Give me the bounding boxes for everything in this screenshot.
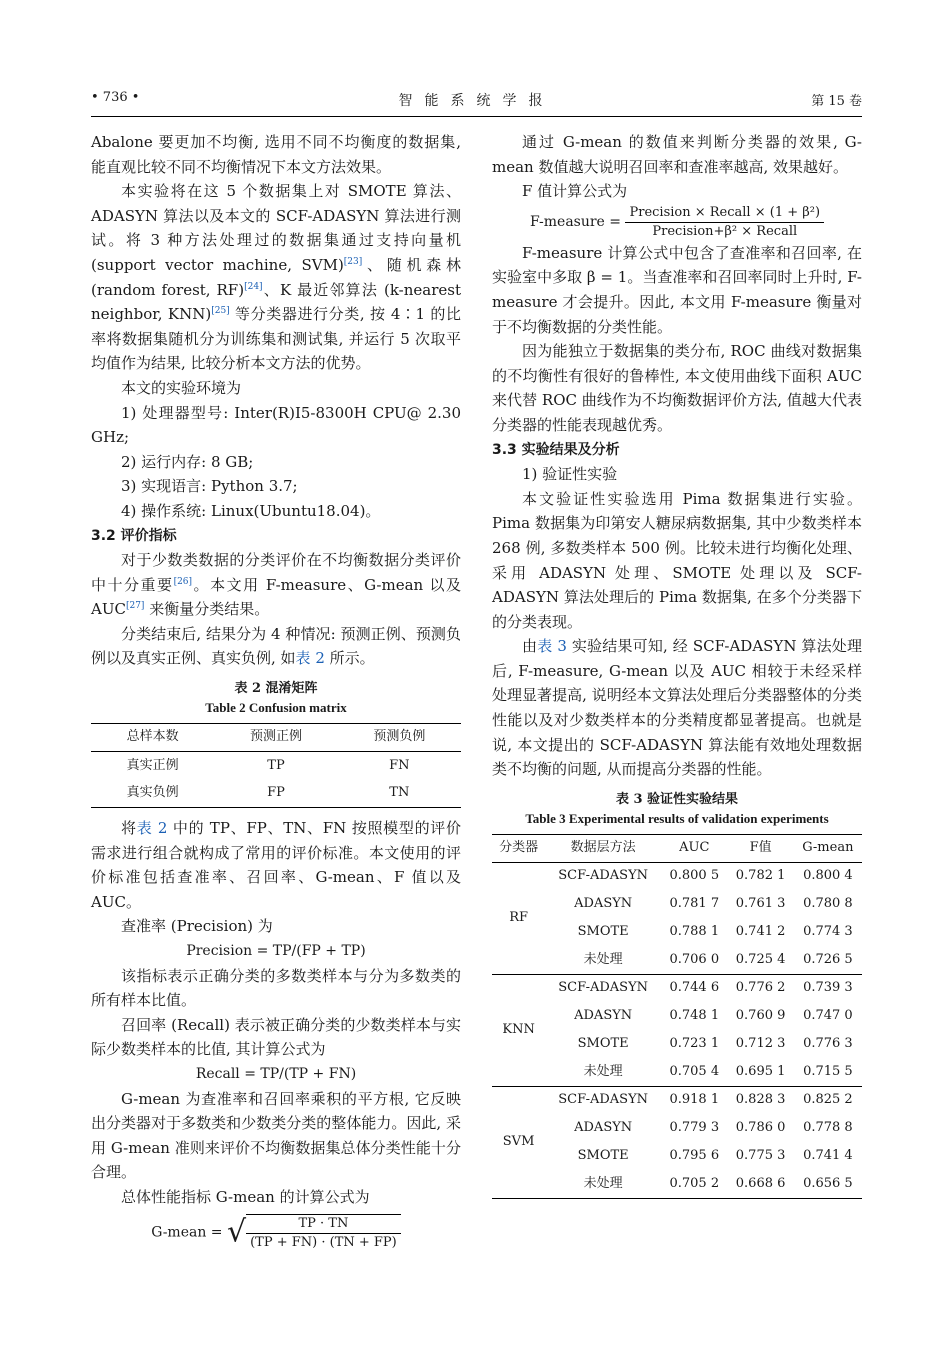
table-row	[492, 1058, 862, 1086]
classifier-cell: RF	[509, 910, 528, 926]
value-cell: 0.739 3	[803, 980, 853, 996]
method-cell: 未处理	[583, 1063, 623, 1079]
paragraph: 分类结束后, 结果分为 4 种情况: 预测正例、预测负例以及真实正例、真实负例, 如表 2 所示。	[91, 624, 461, 668]
paragraph: F-measure 计算公式中包含了查准率和召回率, 在实验室中多取 β = 1。当查准率和召回率同时上升时, F-measure 才会提升。因此, 本文用 F-measure 衡量对于不均衡数据的分类性能。	[492, 243, 862, 336]
citation-link[interactable]: [25]	[211, 306, 230, 317]
value-cell: 0.741 4	[803, 1148, 853, 1164]
table-header-row	[492, 834, 862, 862]
left-column	[91, 130, 461, 1252]
table-ref-link[interactable]: 表 2	[136, 819, 168, 838]
table-cell: 真实正例	[126, 757, 179, 773]
page-number: • 736 •	[91, 90, 140, 105]
value-cell: 0.761 3	[735, 896, 786, 912]
section-heading: 3.2 评价指标	[91, 527, 177, 544]
paragraph: G-mean 为查准率和召回率乘积的平方根, 它反映出分类器对于多数类和少数类分类的整体能力。因此, 采用 G-mean 准则来评价不均衡数据集总体分类性能十分合理。	[91, 1089, 461, 1182]
value-cell: 0.726 5	[803, 951, 853, 967]
value-cell: 0.723 1	[669, 1036, 720, 1052]
method-cell: SCF-ADASYN	[558, 1092, 649, 1108]
table-row	[492, 1002, 862, 1030]
value-cell: 0.705 4	[669, 1063, 720, 1079]
classifier-cell: SVM	[502, 1134, 535, 1150]
citation-link[interactable]: [24]	[244, 281, 263, 292]
value-cell: 0.778 8	[803, 1120, 853, 1136]
value-cell: 0.795 6	[669, 1148, 720, 1164]
table-caption: 表 3 验证性实验结果	[615, 791, 739, 807]
journal-name: 智能系统学报	[398, 93, 555, 109]
table-header-cell: 预测正例	[249, 729, 302, 745]
value-cell: 0.712 3	[735, 1036, 786, 1052]
citation-link[interactable]: [27]	[125, 601, 145, 612]
paragraph: 由表 3 实验结果可知, 经 SCF-ADASYN 算法处理后, F-measure, G-mean 以及 AUC 相较于未经采样处理显著提高, 说明经本文算法处理后分类器整体的分类性能以及对少数类样本的分类精度都显著提高。也就是说, 本文提出的 SCF-ADASYN 算法能有效地处理数据类不均衡的问题, 从而提高分类器的性能。	[492, 637, 862, 779]
sqrt-sign: √	[226, 1214, 247, 1250]
value-cell: 0.741 2	[735, 924, 786, 940]
table-header-cell: AUC	[679, 840, 710, 856]
table-cell: 真实负例	[126, 785, 179, 801]
value-cell: 0.715 5	[803, 1063, 853, 1079]
table-row	[91, 780, 461, 808]
method-cell: SCF-ADASYN	[558, 868, 649, 884]
value-cell: 0.748 1	[669, 1008, 720, 1024]
table-row	[492, 1114, 862, 1142]
value-cell: 0.788 1	[669, 924, 720, 940]
header-rule	[91, 116, 862, 117]
value-cell: 0.800 5	[669, 868, 720, 884]
table-row	[492, 890, 862, 918]
table-cell: TN	[389, 785, 410, 801]
paragraph: 总体性能指标 G-mean 的计算公式为	[121, 1187, 370, 1206]
table-2	[91, 679, 461, 808]
paragraph: 通过 G-mean 的数值来判断分类器的效果, G-mean 数值越大说明召回率和查准率越高, 效果越好。	[492, 133, 862, 176]
value-cell: 0.918 1	[669, 1092, 720, 1108]
table-row	[492, 1170, 862, 1198]
method-cell: SCF-ADASYN	[558, 980, 649, 996]
env-item: 4) 操作系统: Linux(Ubuntu18.04)。	[121, 501, 381, 520]
value-cell: 0.656 5	[803, 1175, 853, 1191]
value-cell: 0.776 3	[803, 1036, 853, 1052]
volume-label: 第 15 卷	[811, 94, 862, 109]
value-cell: 0.705 2	[669, 1175, 720, 1191]
formula-recall: Recall = TP/(TP + FN)	[195, 1066, 357, 1082]
paragraph: 本实验将在这 5 个数据集上对 SMOTE 算法、ADASYN 算法以及本文的 SCF-ADASYN 算法进行测试。将 3 种方法处理过的数据集通过支持向量机 (support vector machine, SVM)[23]、随机森林 (random forest, RF)[24]、K 最近邻算法 (k-nearest neighbor, KNN)[25] 等分类器进行分类, 按 4∶1 的比率将数据集随机分为训练集和测试集, 并运行 5 次取平均值作为结果, 比较分析本文方法的优势。	[91, 182, 461, 373]
method-cell: SMOTE	[577, 1148, 629, 1164]
env-item: 3) 实现语言: Python 3.7;	[121, 477, 298, 496]
table-caption-en: Table 2 Confusion matrix	[205, 700, 347, 716]
running-header	[91, 90, 862, 112]
table-header-cell: 数据层方法	[570, 840, 636, 856]
paragraph: 该指标表示正确分类的多数类样本与分为多数类的所有样本比值。	[91, 966, 461, 1010]
section-heading: 3.3 实验结果及分析	[492, 441, 620, 458]
citation-link[interactable]: [23]	[343, 256, 363, 267]
value-cell: 0.747 0	[803, 1008, 853, 1024]
paragraph: Abalone 要更加不均衡, 选用不同不均衡度的数据集, 能直观比较不同不均衡情况下本文方法效果。	[91, 133, 461, 176]
table-cell: FP	[267, 785, 285, 801]
value-cell: 0.776 2	[735, 980, 786, 996]
table-row	[492, 974, 862, 1002]
value-cell: 0.779 3	[669, 1120, 720, 1136]
table-header-row	[91, 724, 461, 752]
value-cell: 0.775 3	[735, 1148, 786, 1164]
sqrt-body: $\frac{TP \cdot TN}{(TP + FN) \cdot (TN + FP)}$	[246, 1214, 401, 1252]
table-row	[492, 862, 862, 890]
table-header-cell: G-mean	[802, 840, 854, 856]
paragraph: F 值计算公式为	[522, 182, 628, 201]
paragraph: 召回率 (Recall) 表示被正确分类的少数类样本与实际少数类样本的比值, 其计算公式为	[91, 1015, 461, 1059]
value-cell: 0.760 9	[735, 1008, 786, 1024]
formula-fmeasure: F-measure = $\frac{\text{Precision × Recall × (1 + β²)}}{\text{Precision+β² × Recall}}$	[492, 204, 862, 241]
value-cell: 0.744 6	[669, 980, 720, 996]
env-item: 1) 处理器型号: Inter(R)I5-8300H CPU@ 2.30 GHz;	[91, 403, 461, 447]
method-cell: ADASYN	[574, 896, 633, 912]
formula-precision: Precision = TP/(FP + TP)	[186, 943, 366, 960]
table-caption-en: Table 3 Experimental results of validation experiments	[525, 810, 829, 826]
citation-link[interactable]: [26]	[173, 576, 193, 587]
table-row	[492, 1086, 862, 1114]
method-cell: 未处理	[583, 1175, 623, 1191]
env-item: 2) 运行内存: 8 GB;	[121, 452, 254, 471]
value-cell: 0.668 6	[735, 1175, 786, 1191]
paragraph: 本文的实验环境为	[121, 378, 242, 397]
table-row	[91, 752, 461, 780]
table-row	[492, 1030, 862, 1058]
value-cell: 0.828 3	[735, 1092, 786, 1108]
table-header-cell: 分类器	[499, 840, 539, 856]
value-cell: 0.695 1	[735, 1063, 786, 1079]
method-cell: SMOTE	[577, 924, 629, 940]
table-row	[492, 1142, 862, 1170]
table-header-cell: 预测负例	[373, 729, 426, 745]
value-cell: 0.774 3	[803, 924, 853, 940]
method-cell: 未处理	[583, 951, 623, 967]
value-cell: 0.782 1	[735, 868, 786, 884]
table-header-cell: 总样本数	[126, 729, 179, 745]
table-cell: FN	[389, 757, 410, 773]
value-cell: 0.781 7	[669, 896, 720, 912]
method-cell: SMOTE	[577, 1036, 629, 1052]
paragraph: 因为能独立于数据集的类分布, ROC 曲线对数据集的不均衡性有很好的鲁棒性, 本文使用曲线下面积 AUC 来代替 ROC 曲线作为不均衡数据评价方法, 值越大代表分类器的性能表现越优秀。	[492, 342, 862, 434]
method-cell: ADASYN	[574, 1008, 633, 1024]
paragraph: 对于少数类数据的分类评价在不均衡数据分类评价中十分重要[26]。本文用 F-measure、G-mean 以及 AUC[27] 来衡量分类结果。	[91, 551, 461, 619]
value-cell: 0.706 0	[669, 951, 720, 967]
table-3	[492, 790, 862, 1199]
paragraph: 将表 2 中的 TP、FP、TN、FN 按照模型的评价需求进行组合就构成了常用的评价标准。本文使用的评价标准包括查准率、召回率、G-mean、F 值以及 AUC。	[91, 819, 461, 911]
value-cell: 0.780 8	[803, 896, 853, 912]
formula-gmean: G-mean = √ $\frac{TP \cdot TN}{(TP + FN) \cdot (TN + FP)}$	[91, 1214, 461, 1252]
table-caption: 表 2 混淆矩阵	[234, 681, 318, 697]
value-cell: 0.725 4	[735, 951, 786, 967]
classifier-cell: KNN	[502, 1022, 535, 1038]
right-column	[492, 130, 862, 1199]
paragraph: 本文验证性实验选用 Pima 数据集进行实验。Pima 数据集为印第安人糖尿病数据集, 其中少数类样本 268 例, 多数类样本 500 例。比较未进行均衡化处理、采用 ADASYN 处理、SMOTE 处理以及 SCF-ADASYN 算法处理后的 Pima 数据集, 在多个分类器下的分类表现。	[492, 489, 862, 631]
method-cell: ADASYN	[574, 1120, 633, 1136]
table-header-cell: F值	[749, 840, 772, 856]
table-row	[492, 946, 862, 974]
value-cell: 0.800 4	[803, 868, 853, 884]
value-cell: 0.786 0	[735, 1120, 786, 1136]
table-ref-link[interactable]: 表 3	[537, 637, 567, 656]
table-cell: TP	[267, 757, 285, 773]
results-table	[492, 834, 862, 1199]
table-ref-link[interactable]: 表 2	[295, 649, 325, 668]
subsection-heading: 1) 验证性实验	[522, 465, 618, 484]
value-cell: 0.825 2	[803, 1092, 853, 1108]
table-row	[492, 918, 862, 946]
paragraph: 查准率 (Precision) 为	[121, 917, 273, 936]
